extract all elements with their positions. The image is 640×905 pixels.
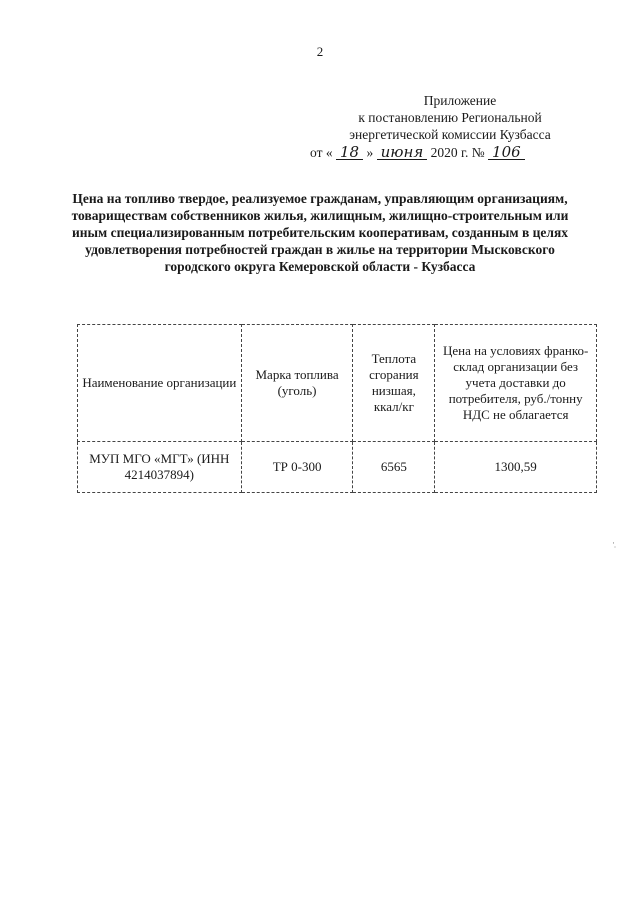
header-price: Цена на условиях франко-склад организации без учета доставки до потребителя, руб./тонну НДС не облагается (435, 325, 597, 442)
table-row (78, 442, 597, 493)
date-year: 2020 г. № (430, 145, 485, 160)
cell-price: 1300,59 (435, 442, 597, 493)
scan-speck: ·̣ (612, 538, 615, 548)
cell-calorific-value: 6565 (353, 442, 435, 493)
date-prefix: от « (310, 145, 333, 160)
appendix-line-1: Приложение (423, 93, 497, 108)
appendix-line-3: энергетической комиссии Кузбасса (349, 127, 551, 142)
cell-organization: МУП МГО «МГТ» (ИНН 4214037894) (78, 442, 242, 493)
header-calorific-value: Теплота сгорания низшая, ккал/кг (353, 325, 435, 442)
price-table (77, 324, 597, 493)
date-mid: » (366, 145, 374, 160)
appendix-date-line (300, 144, 600, 161)
header-fuel-grade: Марка топлива (уголь) (241, 325, 353, 442)
appendix-block (300, 92, 600, 160)
date-month: июня (377, 145, 428, 160)
cell-fuel-grade: ТР 0-300 (241, 442, 353, 493)
table-header-row (78, 325, 597, 442)
doc-number: 106 (488, 145, 525, 160)
header-organization: Наименование организации (78, 325, 242, 442)
appendix-line-2: к постановлению Региональной (358, 110, 542, 125)
date-day: 18 (336, 145, 363, 160)
document-title: Цена на топливо твердое, реализуемое гражданам, управляющим организациям, товариществам собственников жилья, жилищным, жилищно-строительным или иным специализированным потребительским кооперативам, созданным в целях удовлетворения потребностей граждан в жилье на территории Мысковского городского округа Кемеровской области - Кузбасса (71, 191, 569, 274)
page-number: 2 (316, 44, 324, 59)
